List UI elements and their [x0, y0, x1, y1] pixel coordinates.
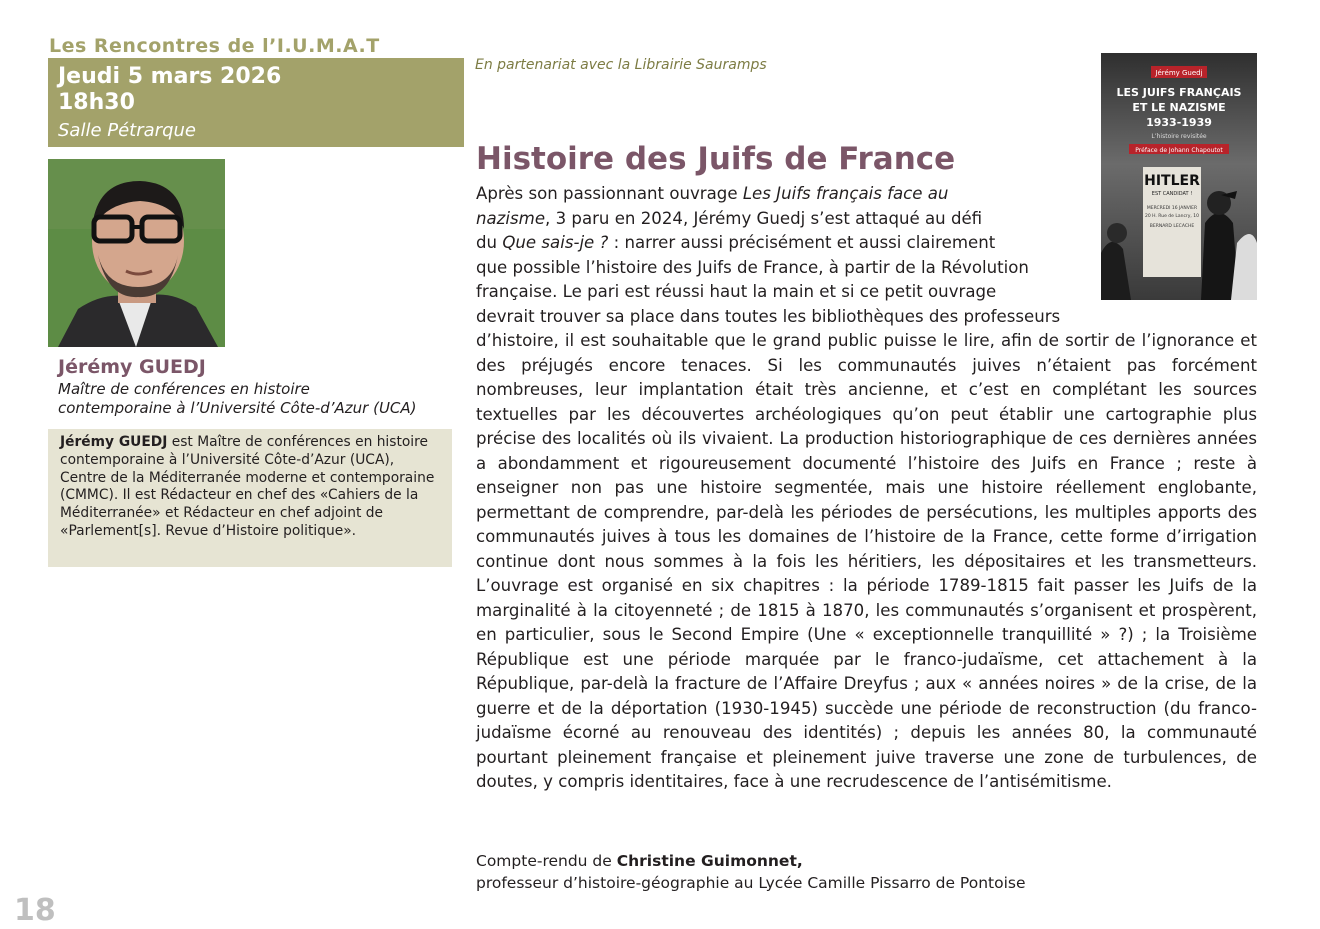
article-headline: Histoire des Juifs de France — [476, 141, 956, 177]
book-title-years: 1933-1939 — [1146, 116, 1212, 129]
article-line-3 — [476, 231, 1257, 256]
collection-ref: Que sais-je ? — [502, 233, 609, 252]
partner-note: En partenariat avec la Librairie Sauramps — [475, 57, 767, 73]
article-line-5: française. Le pari est réussi haut la main et si ce petit ouvrage — [476, 282, 997, 301]
author-role-line-2: contemporaine à l’Université Côte-d’Azur (UCA) — [58, 399, 417, 417]
book-poster-line-1: MERCREDI 16 JANVIER — [1146, 206, 1198, 211]
article-text: du — [476, 233, 503, 252]
book-subtitle: L’histoire revisitée — [1151, 133, 1207, 140]
event-date: Jeudi 5 mars 2026 — [58, 64, 282, 89]
event-time: 18h30 — [58, 90, 135, 115]
author-name: Jérémy GUEDJ — [58, 356, 206, 378]
book-poster-line-3: BERNARD LECACHE — [1149, 224, 1195, 229]
event-date-box — [48, 58, 464, 147]
event-venue: Salle Pétrarque — [58, 120, 196, 141]
credit-line-2: professeur d’histoire-géographie au Lycée Camille Pissarro de Pontoise — [476, 874, 1026, 892]
book-title-line-1: LES JUIFS FRANÇAIS — [1116, 86, 1242, 99]
review-credit — [476, 850, 1026, 894]
article-text: , 3 paru en 2024, Jérémy Guedj s’est attaqué au défi — [545, 208, 983, 228]
book-title-ref: nazisme — [476, 208, 546, 228]
book-preface: Préface de Johann Chapoutot — [1135, 147, 1223, 154]
series-title: Les Rencontres de l’I.U.M.A.T — [49, 35, 380, 57]
author-role — [58, 380, 453, 418]
book-author-label: Jérémy Guedj — [1155, 69, 1203, 77]
book-poster-line-2: 20 H. Rue de Lancry, 10 — [1144, 214, 1200, 219]
article-paragraph: d’histoire, il est souhaitable que le grand public puisse le lire, afin de sortir de l’ignorance et des préjugés encore tenaces. Si les communautés juives n’étaient pas forcément nombreuses, leur implantation était très ancienne, et c’est en complétant les sources textuelles par les découvertes archéologiques qu’on peut établir une cartographie plus précise des localités où ils vivaient. La production historiographique de ces dernières années a abondamment et rigoureusement documenté l’histoire des Juifs en France ; reste à enseigner non pas une histoire segmentée, mais une histoire réellement englobante, permettant de comprendre, par-delà les périodes de persécutions, les multiples apports des communautés juives à tous les domaines de l’histoire de la France, cette forme d’irrigation continue dont nous sommes à la fois les héritiers, les dépositaires et les transmetteurs. L’ouvrage est organisé en six chapitres : la période 1789-1815 fait passer les Juifs de la marginalité à la citoyenneté ; de 1815 à 1870, les communautés s’organisent et prospèrent, en particulier, sous le Second Empire (Une « exceptionnelle tranquillité » ?) ; la Troisième République est une période marquée par le franco-judaïsme, cet attachement à la République, par-delà la fracture de l’Affaire Dreyfus ; aux « années noires » de la crise, de la guerre et de la déportation (1930-1945) succède une période de reconstruction (du franco-judaïsme écorné au renouveau des identités) ; depuis les années 80, la communauté pourtant pleinement française et pleinement juive traverse une zone de turbulences, de doutes, y compris identitaires, face à une recrudescence de l’antisémitisme. — [476, 331, 1257, 791]
reviewer-name: Christine Guimonnet, — [616, 852, 803, 870]
article-line-4: que possible l’histoire des Juifs de France, à partir de la Révolution — [476, 257, 1029, 277]
bio-author-name: Jérémy GUEDJ — [60, 434, 168, 450]
credit-prefix: Compte-rendu de — [476, 852, 617, 870]
page-number: 18 — [14, 893, 56, 928]
bio-text: est Maître de conférences en histoire contemporaine à l’Université Côte-d’Azur (UCA), Centre de la Méditerranée moderne et contemporaine (CMMC). Il est Rédacteur en chef des «Cahiers de la Méditerranée» et Rédacteur en chef adjoint de «Parlement[s]. Revue d’Histoire politique». — [60, 434, 435, 539]
book-poster-word: HITLER — [1144, 173, 1200, 189]
article-line-1 — [476, 182, 1257, 207]
author-role-line-1: Maître de conférences en histoire — [58, 380, 310, 398]
book-title-ref: Les Juifs français face au — [742, 184, 949, 203]
author-portrait-photo — [48, 159, 225, 347]
article-body — [476, 182, 1257, 795]
article-line-6: devrait trouver sa place dans toutes les bibliothèques des professeurs — [476, 306, 1061, 326]
article-text: Après son passionnant ouvrage — [476, 184, 743, 203]
author-bio-box — [48, 429, 452, 567]
article-line-2 — [476, 207, 1257, 232]
author-portrait — [48, 159, 225, 347]
article-text: : narrer aussi précisément et aussi clairement — [608, 233, 996, 252]
book-poster-sub: EST CANDIDAT ! — [1151, 191, 1193, 197]
book-title-line-2: ET LE NAZISME — [1132, 101, 1226, 114]
credit-line-1 — [476, 850, 1026, 872]
